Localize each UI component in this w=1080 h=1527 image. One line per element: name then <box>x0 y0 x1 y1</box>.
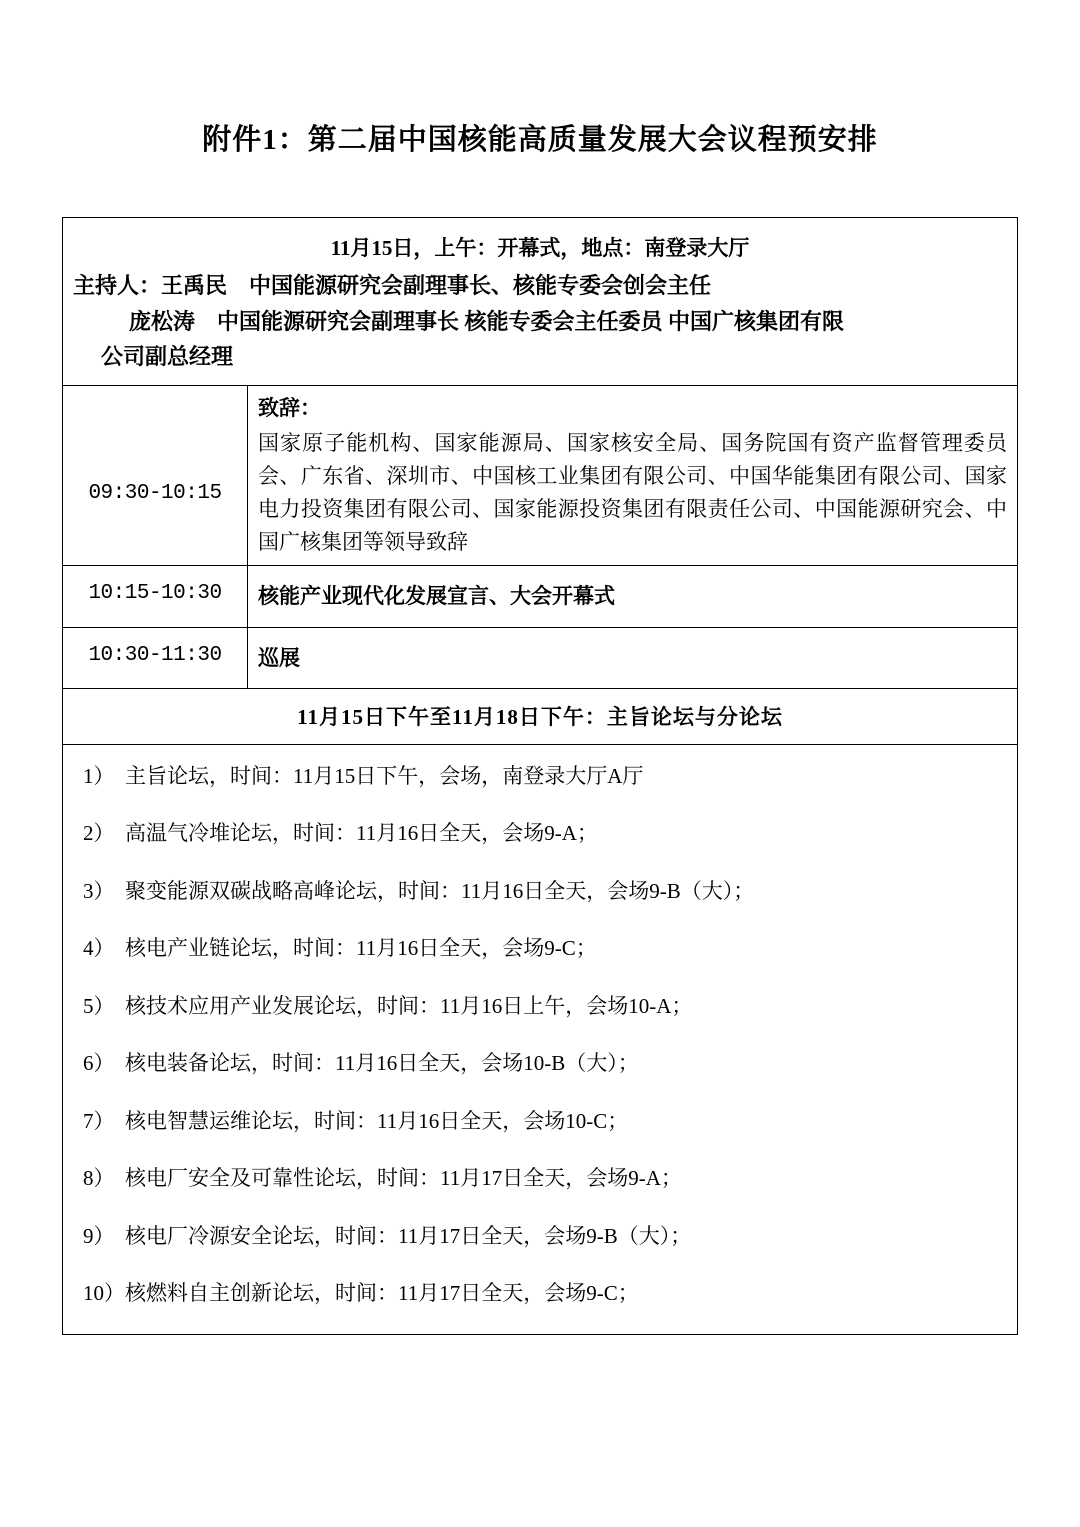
list-item-label: 高温气冷堆论坛，时间：11月16日全天，会场9-A； <box>125 821 598 846</box>
list-item-number: 8） <box>83 1166 115 1191</box>
list-item <box>73 1048 1007 1080</box>
table-row-forum-list <box>63 744 1018 1334</box>
list-item-number: 9） <box>83 1223 115 1248</box>
list-item <box>73 761 1007 793</box>
speech-heading: 致辞： <box>258 396 321 421</box>
row-time-0: 09:30-10:15 <box>63 386 248 566</box>
morning-session-banner <box>63 217 1018 385</box>
morning-headline: 11月15日，上午：开幕式，地点：南登录大厅 <box>330 235 750 260</box>
list-item-number: 2） <box>83 821 115 846</box>
list-item <box>73 1106 1007 1138</box>
table-row <box>63 386 1018 566</box>
row-content-1: 核能产业现代化发展宣言、大会开幕式 <box>248 566 1018 628</box>
row-content-0 <box>248 386 1018 566</box>
table-row-forum-banner <box>63 689 1018 745</box>
forum-section-banner: 11月15日下午至11月18日下午：主旨论坛与分论坛 <box>63 689 1018 745</box>
table-row <box>63 627 1018 689</box>
speech-body: 国家原子能机构、国家能源局、国家核安全局、国务院国有资产监督管理委员会、广东省、深圳市、中国核工业集团有限公司、中国华能集团有限公司、国家电力投资集团有限公司、国家能源投资集团有限责任公司、中国能源研究会、中国广核集团等领导致辞 <box>258 430 1007 555</box>
row-time-2: 10:30-11:30 <box>63 627 248 689</box>
list-item-number: 4） <box>83 936 115 961</box>
host-line-3: 公司副总经理 <box>101 344 234 370</box>
list-item <box>73 818 1007 850</box>
list-item-number: 6） <box>83 1051 115 1076</box>
table-row <box>63 566 1018 628</box>
agenda-table <box>62 217 1018 1335</box>
list-item <box>73 1278 1007 1310</box>
forum-list <box>63 744 1018 1334</box>
list-item-label: 核电装备论坛，时间：11月16日全天，会场10-B（大）； <box>125 1051 639 1076</box>
morning-hosts <box>73 268 1007 375</box>
list-item-label: 核电厂冷源安全论坛，时间：11月17日全天，会场9-B（大）； <box>125 1223 692 1248</box>
list-item-label: 核电产业链论坛，时间：11月16日全天，会场9-C； <box>125 936 597 961</box>
list-item-label: 聚变能源双碳战略高峰论坛，时间：11月16日全天，会场9-B（大）； <box>125 878 755 903</box>
list-item <box>73 1221 1007 1253</box>
list-item-label: 主旨论坛，时间：11月15日下午，会场，南登录大厅A厅 <box>125 763 644 788</box>
list-item <box>73 933 1007 965</box>
host-line-1: 主持人：王禹民 中国能源研究会副理事长、核能专委会创会主任 <box>73 273 712 299</box>
list-item-number: 1） <box>83 763 115 788</box>
list-item-label: 核燃料自主创新论坛，时间：11月17日全天，会场9-C； <box>125 1281 639 1306</box>
list-item-number: 5） <box>83 993 115 1018</box>
row-content-2: 巡展 <box>248 627 1018 689</box>
page-title: 附件1：第二届中国核能高质量发展大会议程预安排 <box>202 124 878 156</box>
list-item-number: 7） <box>83 1108 115 1133</box>
list-item-label: 核电厂安全及可靠性论坛，时间：11月17日全天，会场9-A； <box>125 1166 682 1191</box>
list-item-number: 10） <box>83 1281 125 1306</box>
row-time-1: 10:15-10:30 <box>63 566 248 628</box>
host-line-2: 庞松涛 中国能源研究会副理事长 核能专委会主任委员 中国广核集团有限 <box>129 308 845 334</box>
list-item-label: 核技术应用产业发展论坛，时间：11月16日上午，会场10-A； <box>125 993 693 1018</box>
list-item-number: 3） <box>83 878 115 903</box>
list-item <box>73 1163 1007 1195</box>
list-item-label: 核电智慧运维论坛，时间：11月16日全天，会场10-C； <box>125 1108 629 1133</box>
list-item <box>73 991 1007 1023</box>
list-item <box>73 876 1007 908</box>
table-row-morning-banner <box>63 217 1018 385</box>
